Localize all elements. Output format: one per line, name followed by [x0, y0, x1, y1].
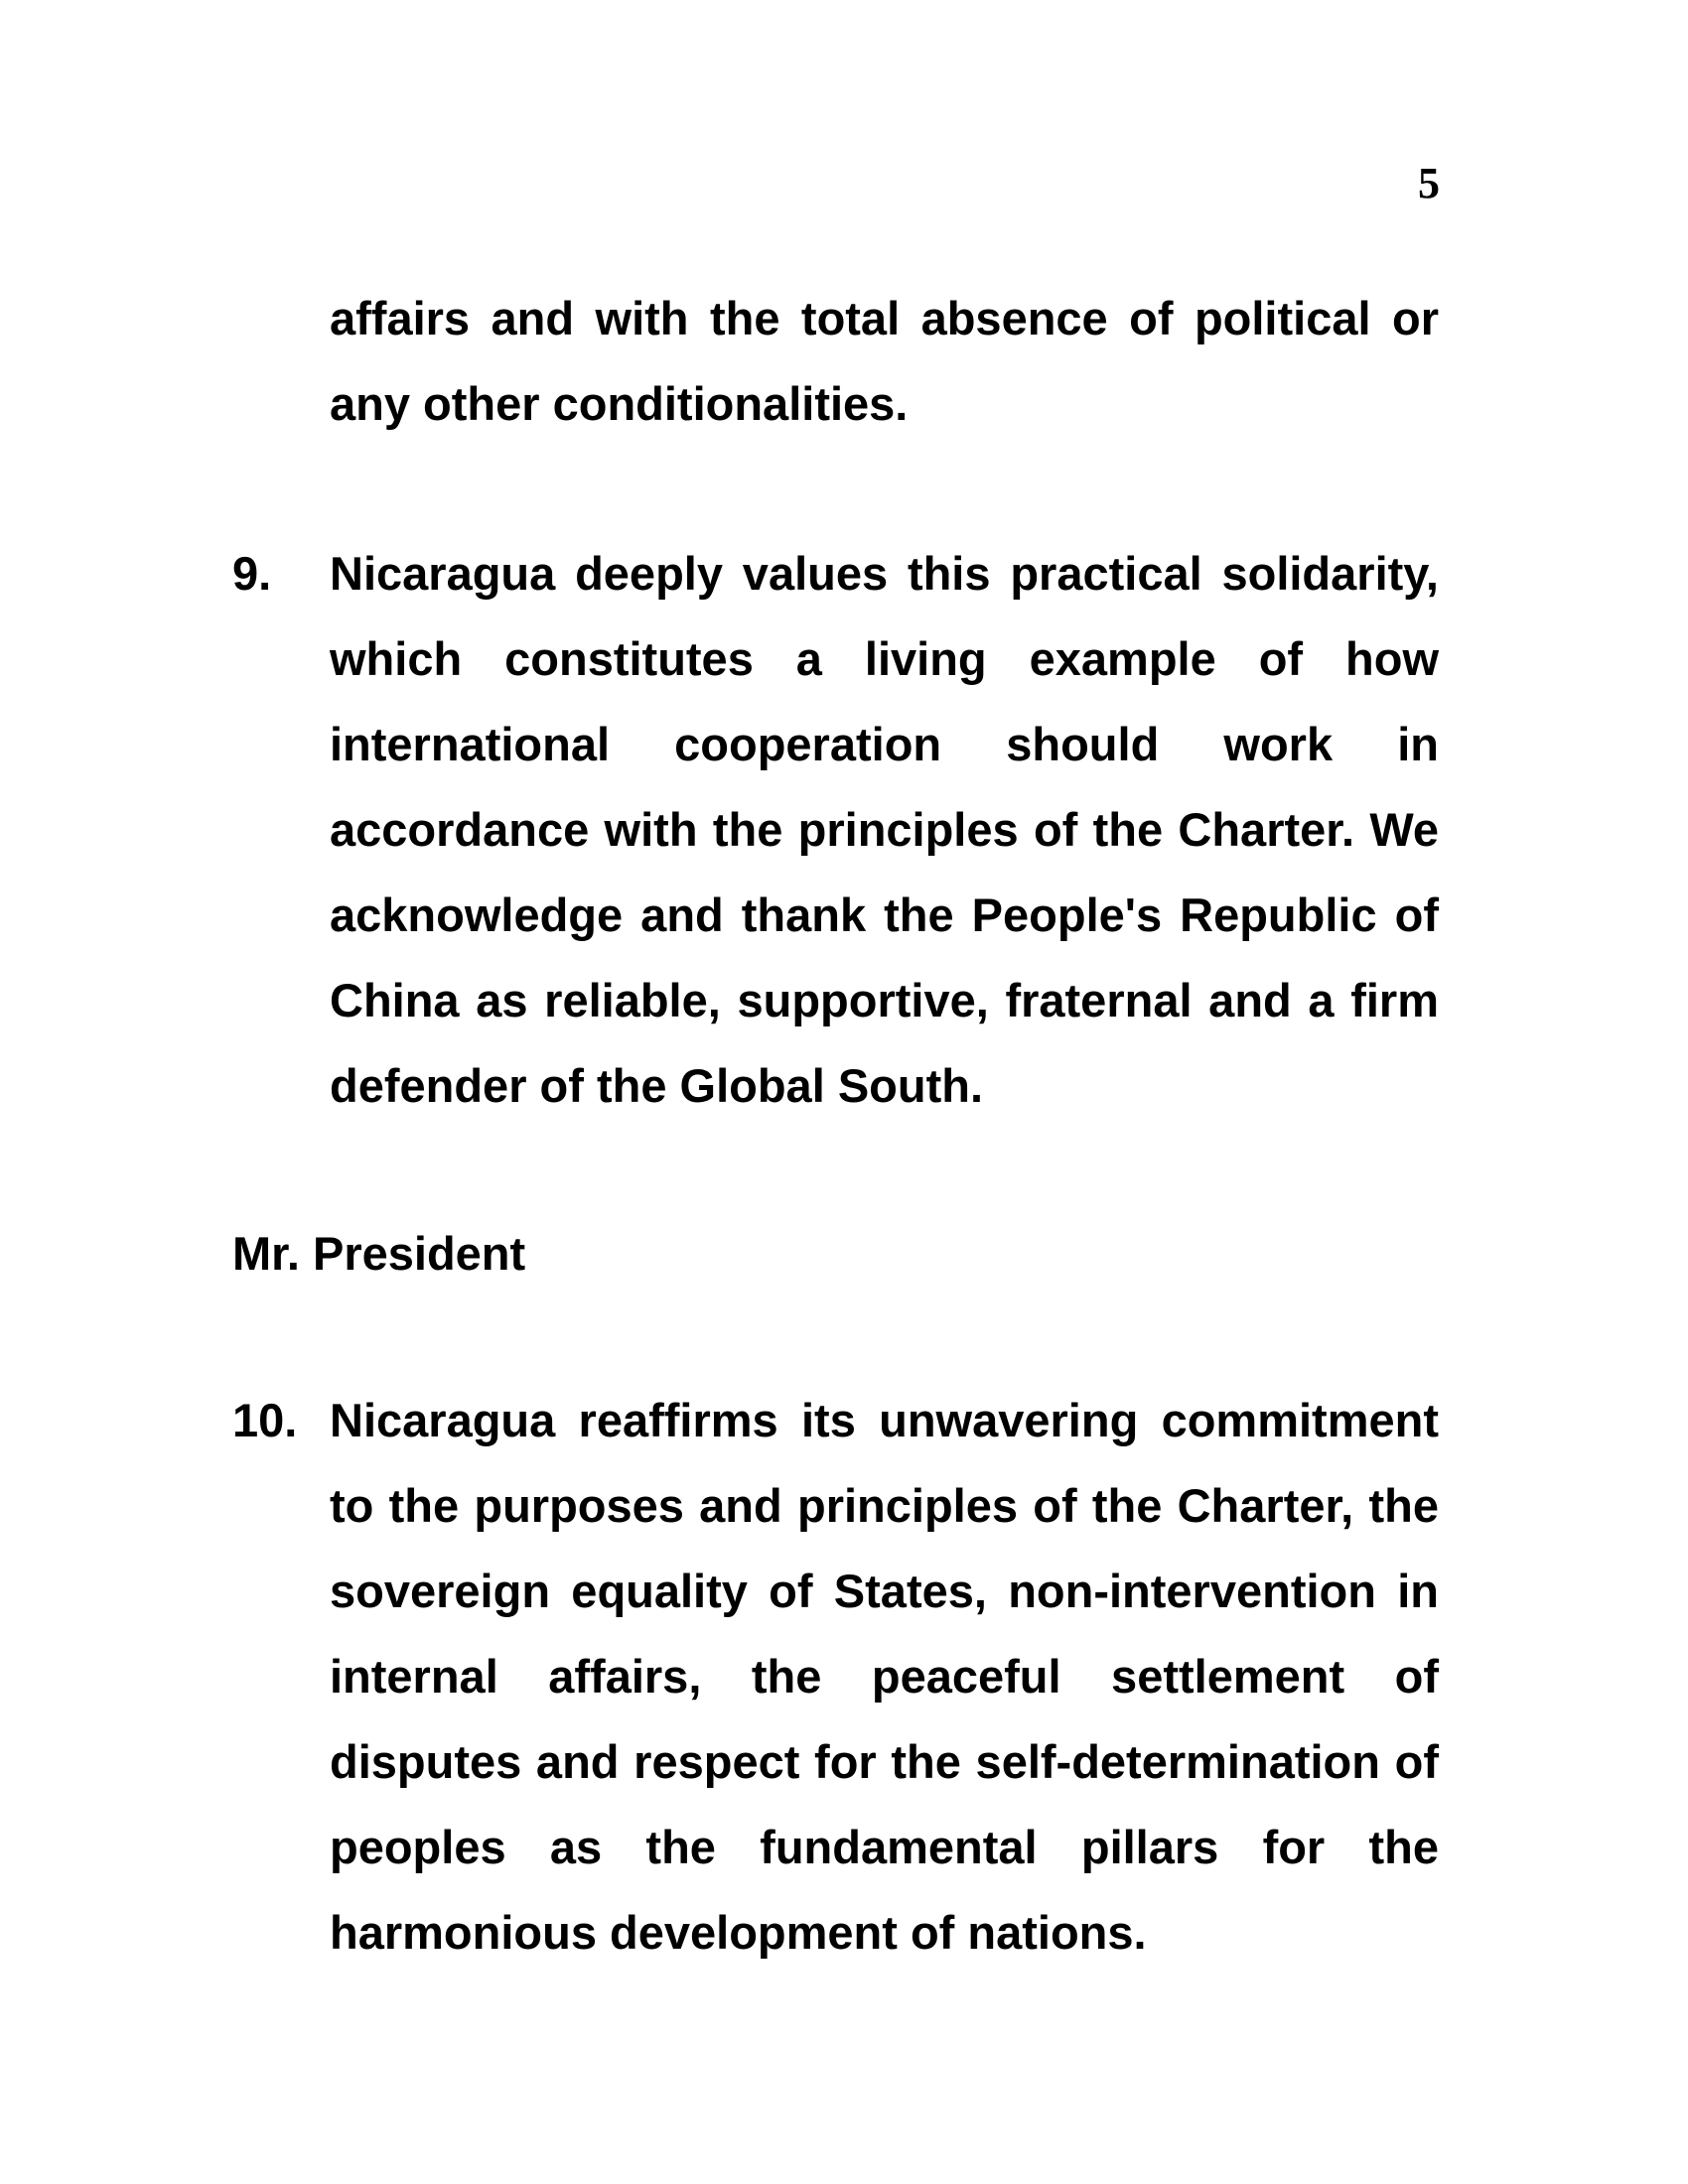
paragraph-9-text: Nicaragua deeply values this practical solidarity, which constitutes a living example of how international cooperation should work in accordance with the principles of the Charter. We acknowledge and thank the People's Republic of China as reliable, supportive, fraternal and a firm defender of the Global South. [330, 547, 1439, 1112]
continuation-paragraph: affairs and with the total absence of political or any other conditionalities. [330, 292, 1439, 430]
paragraph-10-text: Nicaragua reaffirms its unwavering commitment to the purposes and principles of the Charter, the sovereign equality of States, non-intervention in internal affairs, the peaceful settlement of disputes and respect for the self-determination of peoples as the fundamental pillars for the harmonious development of nations. [330, 1394, 1439, 1959]
salutation: Mr. President [232, 1227, 526, 1280]
paragraph-number-10: 10. [232, 1394, 298, 1446]
paragraph-number-9: 9. [232, 547, 272, 600]
page-number: 5 [1418, 159, 1440, 207]
